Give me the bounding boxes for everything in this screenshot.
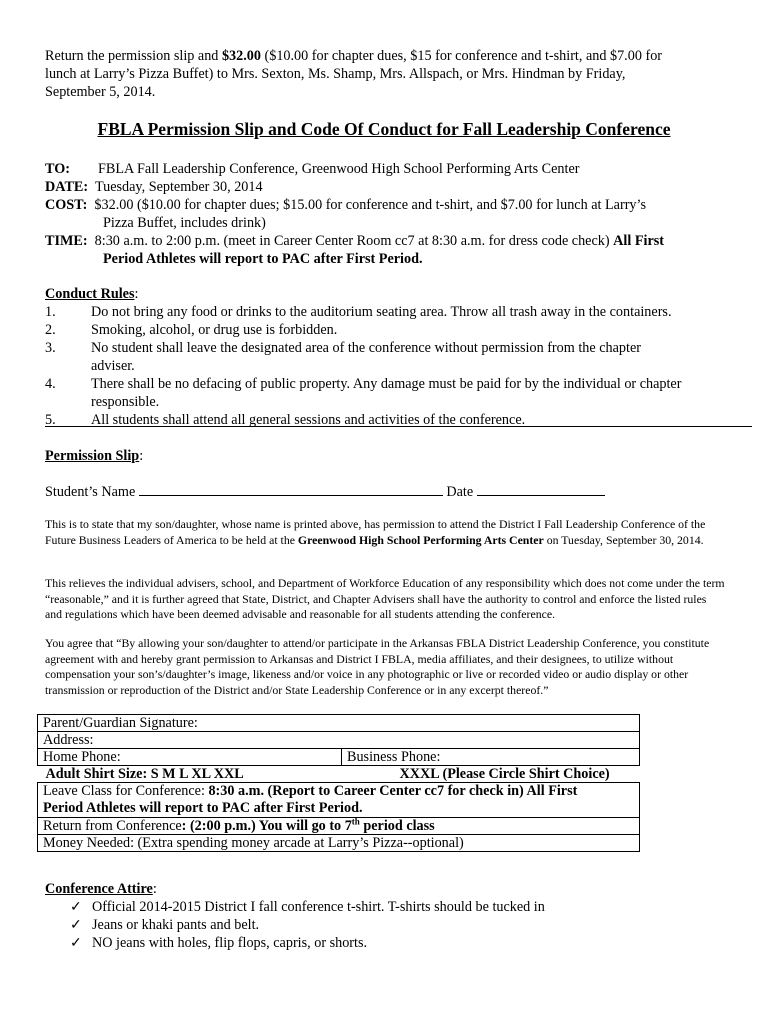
return-cell (38, 818, 640, 835)
rule-4-num: 4. (45, 376, 56, 392)
time-bold-2: Period Athletes will report to PAC after First Period. (103, 251, 423, 267)
cost-row: COST: $32.00 ($10.00 for chapter dues; $15.00 for conference and t-shirt, and $7.00 for lunch at Larry’s (45, 197, 646, 213)
intro-amount: $32.00 (221, 48, 261, 64)
time-bold-1: All First (613, 233, 664, 249)
leave-bold-2: Period Athletes will report to PAC after First Period. (43, 800, 363, 816)
return-bold-end: period class (359, 818, 435, 834)
shirt-size-xxxl[interactable]: XXXL (Please Circle Shirt Choice) (399, 766, 610, 782)
attire-heading-text: Conference Attire (45, 881, 153, 897)
cost-label: COST (45, 197, 83, 213)
permission-heading: Permission Slip: (45, 448, 144, 464)
conduct-heading-text: Conduct Rules (45, 286, 135, 302)
cost-value-2: Pizza Buffet, includes drink) (103, 215, 266, 231)
return-sup: th (351, 816, 360, 827)
attire-item-1-text: Official 2014-2015 District I fall conference t-shirt. T-shirts should be tucked in (92, 899, 545, 915)
attire-item-3 (70, 934, 367, 952)
date-value: Tuesday, September 30, 2014 (94, 179, 263, 195)
rule-3-text-2: adviser. (91, 358, 135, 374)
to-label: TO (45, 161, 66, 177)
leave-bold-1: 8:30 a.m. (Report to Career Center cc7 for check in) All First (208, 783, 578, 799)
return-bold: : (2:00 p.m.) You will go to 7 (181, 818, 352, 834)
attire-item-3-text: NO jeans with holes, flip flops, capris, or shorts. (92, 935, 368, 951)
section-divider (45, 426, 752, 427)
rule-1-text: Do not bring any food or drinks to the auditorium seating area. Throw all trash away in the containers. (91, 304, 672, 320)
permission-paragraph-1 (45, 517, 725, 548)
money-needed-cell: Money Needed: (Extra spending money arcade at Larry’s Pizza--optional) (38, 835, 640, 852)
attire-heading: Conference Attire: (45, 881, 157, 897)
intro-pre: Return the permission slip and (45, 48, 222, 64)
intro-line-2: lunch at Larry’s Pizza Buffet) to Mrs. Sexton, Ms. Shamp, Mrs. Allspach, or Mrs. Hindman by Friday, (45, 66, 626, 82)
checkmark-icon: ✓ (70, 899, 82, 915)
student-name-row (45, 483, 605, 501)
rule-5-text: All students shall attend all general sessions and activities of the conference. (91, 412, 526, 428)
rule-5-num: 5. (45, 412, 56, 428)
date-label: DATE (45, 179, 84, 195)
rule-2-num: 2. (45, 322, 56, 338)
to-row: TO: (45, 161, 70, 177)
para1-b: on Tuesday, September 30, 2014. (543, 532, 704, 547)
date-field[interactable] (477, 483, 605, 496)
attire-item-2-text: Jeans or khaki pants and belt. (92, 917, 260, 933)
rule-3-num: 3. (45, 340, 56, 356)
conduct-heading: Conduct Rules: (45, 286, 139, 302)
attire-item-1 (70, 898, 545, 916)
business-phone-cell[interactable]: Business Phone: (342, 749, 640, 766)
date-field-label: Date (446, 484, 474, 500)
student-name-label: Student’s Name (45, 484, 136, 500)
to-value: FBLA Fall Leadership Conference, Greenwood High School Performing Arts Center (98, 161, 580, 177)
address-cell[interactable]: Address: (38, 732, 640, 749)
return-pre: Return from Conference (43, 818, 182, 834)
permission-paragraph-2: This relieves the individual advisers, school, and Department of Workforce Education of any responsibility which does not come under the term “reasonable,” and it is further agreed that State, District, and Chapter Advisers shall have the authority to control and enforce the listed rules and regulations which have been deemed advisable and reasonable for all students attending the conference. (45, 576, 725, 621)
time-value: 8:30 a.m. to 2:00 p.m. (meet in Career Center Room cc7 at 8:30 a.m. for dress code check) (94, 233, 614, 249)
permission-heading-text: Permission Slip (45, 448, 140, 464)
signature-cell[interactable]: Parent/Guardian Signature: (38, 715, 640, 732)
rule-4-text-2: responsible. (91, 394, 160, 410)
home-phone-cell[interactable]: Home Phone: (38, 749, 342, 766)
rule-4-text: There shall be no defacing of public property. Any damage must be paid for by the individual or chapter (91, 376, 682, 392)
para1-a: This is to state that my son/daughter, whose name is printed above, has permission to attend the District I Fall Leadership Conference of the Future Business Leaders of America to be held at the (45, 517, 706, 547)
leave-class-cell (38, 783, 640, 818)
permission-paragraph-3: You agree that “By allowing your son/daughter to attend/or participate in the Arkansas FBLA District Leadership Conference, you constitute agreement with and hereby grant permission to Arkansas and District I FBLA, media affiliates, and their designees, to utilize without compensation your son’s/daughter’s image, likeness and/or voice in any photographic or live or recorded video or audio display or other transmission or reproduction of the District and/or State Leadership Conference or in any excerpt thereof.” (45, 636, 710, 697)
page-title: FBLA Permission Slip and Code Of Conduct for Fall Leadership Conference (97, 119, 671, 139)
shirt-size-options[interactable]: Adult Shirt Size: S M L XL XXL (45, 766, 244, 782)
rule-2-text: Smoking, alcohol, or drug use is forbidden. (91, 322, 338, 338)
checkmark-icon: ✓ (70, 935, 82, 951)
intro-line-3: September 5, 2014. (45, 84, 156, 100)
para1-bold: Greenwood High School Performing Arts Center (297, 532, 544, 547)
shirt-size-row (38, 766, 640, 783)
rule-1-num: 1. (45, 304, 56, 320)
date-row: DATE: Tuesday, September 30, 2014 (45, 179, 263, 195)
leave-pre: Leave Class for Conference: (43, 783, 209, 799)
rule-3-text: No student shall leave the designated area of the conference without permission from the chapter (91, 340, 641, 356)
time-label: TIME (45, 233, 83, 249)
time-row: TIME: 8:30 a.m. to 2:00 p.m. (meet in Career Center Room cc7 at 8:30 a.m. for dress code check) All First (45, 233, 664, 249)
parent-info-table (37, 714, 640, 852)
attire-item-2 (70, 916, 259, 934)
checkmark-icon: ✓ (70, 917, 82, 933)
student-name-field[interactable] (139, 483, 443, 496)
intro-line-1 (45, 47, 662, 65)
cost-value-1: $32.00 ($10.00 for chapter dues; $15.00 for conference and t-shirt, and $7.00 for lunch at Larry’s (94, 197, 646, 213)
intro-line1-post: ($10.00 for chapter dues, $15 for conference and t-shirt, and $7.00 for (260, 48, 663, 64)
